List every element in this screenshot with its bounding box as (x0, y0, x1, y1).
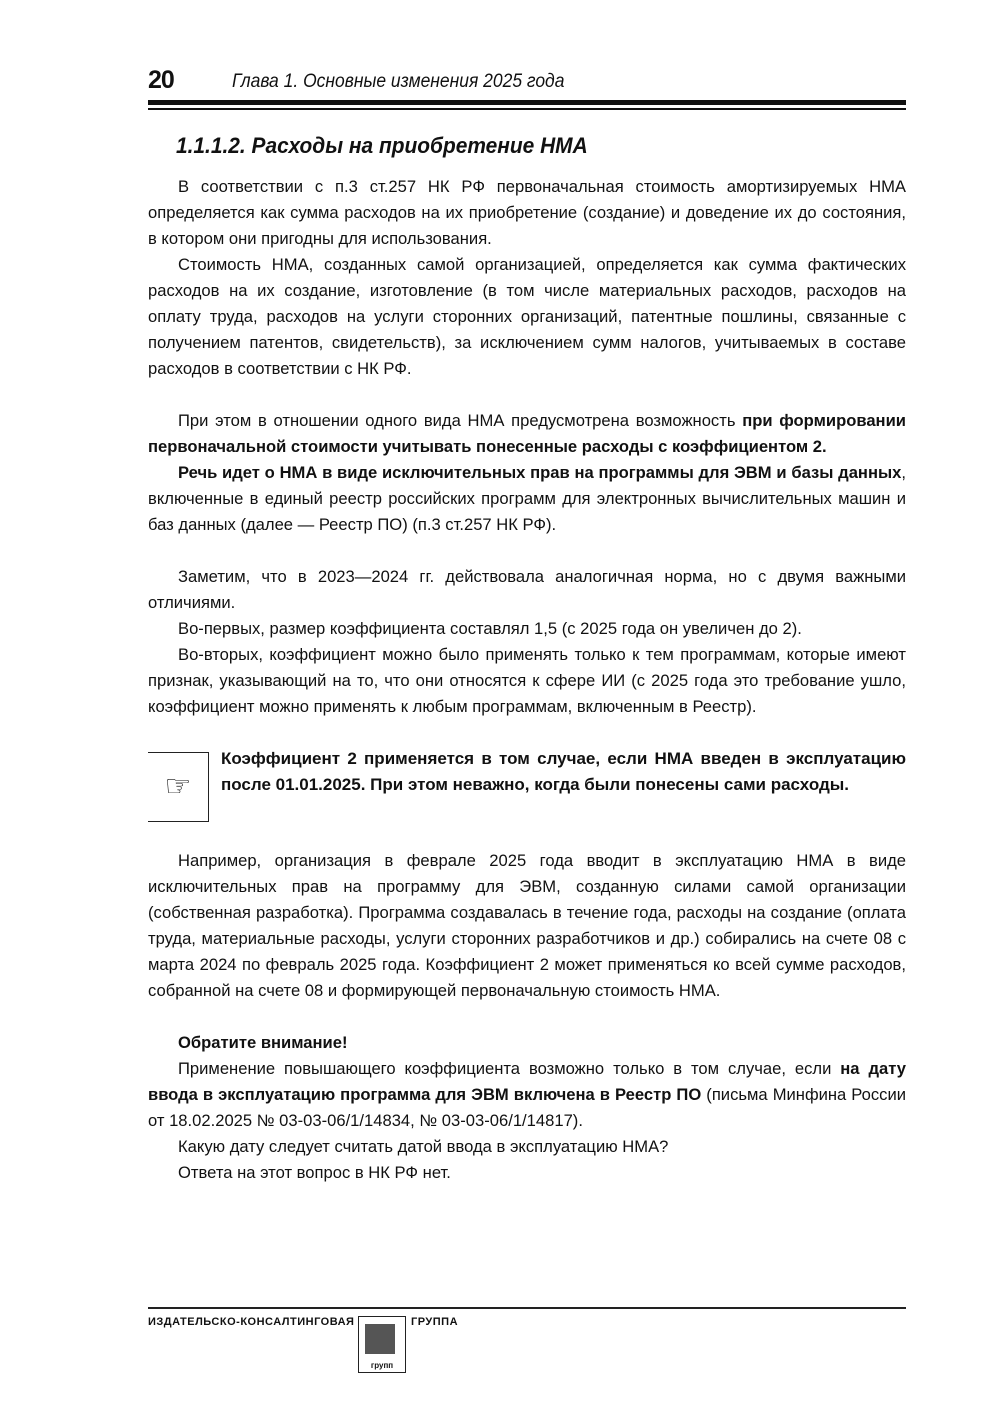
text-run: Применение повышающего коэффициента возможно только в том случае, если (178, 1059, 841, 1078)
section-title: 1.1.1.2. Расходы на приобретение НМА (176, 133, 588, 158)
paragraph (148, 848, 906, 1004)
paragraph-group-1 (148, 174, 906, 720)
publisher-left: ИЗДАТЕЛЬСКО-КОНСАЛТИНГОВАЯ (148, 1316, 355, 1328)
text-run: (письма Минфина России от 18.02.2025 № 03-03-06/1/14834, № 03-03-06/1/14817). (148, 1085, 906, 1130)
note-text: Коэффициент 2 применяется в том случае, если НМА введен в эксплуатацию после 01.01.2025. При этом неважно, когда были понесены сами расходы. (221, 749, 906, 794)
header-rule (148, 100, 906, 105)
text-run: , включенные в единый реестр российских программ для электронных вычислительных машин и баз данных (далее — Реестр ПО) (п.3 ст.257 НК РФ). (148, 463, 906, 534)
body-text (148, 174, 906, 1186)
paragraph (148, 174, 906, 252)
header-rule-thin (148, 108, 906, 110)
logo-text: групп (370, 1361, 394, 1370)
bold-text: при формировании первоначальной стоимости учитывать понесенные расходы с коэффициентом 2. (148, 411, 906, 456)
text-run: В соответствии с п.3 ст.257 НК РФ первоначальная стоимость амортизируемых НМА определяется как сумма расходов на их приобретение (создание) и доведение их до состояния, в котором они пригодны для использования. (148, 177, 906, 248)
paragraph (148, 564, 906, 616)
paragraph-group-2 (148, 848, 906, 1186)
text-run: Ответа на этот вопрос в НК РФ нет. (178, 1163, 451, 1182)
bold-text: Речь идет о НМА в виде исключительных прав на программы для ЭВМ и базы данных (178, 463, 902, 482)
text-run: Какую дату следует считать датой ввода в эксплуатацию НМА? (178, 1137, 669, 1156)
paragraph (148, 642, 906, 720)
text-run: Во-вторых, коэффициент можно было применять только к тем программам, которые имеют признак, указывающий на то, что они относятся к сфере ИИ (с 2025 года это требование ушло, коэффициент можно применять к любым программам, включенным в Реестр). (148, 645, 906, 716)
note-box (148, 746, 906, 822)
text-run: Стоимость НМА, созданных самой организацией, определяется как сумма фактических расходов на их создание, изготовление (в том числе материальных расходов, расходов на оплату труда, расходов на услуги сторонних организаций, патентные пошлины, связанные с получением патентов, свидетельств), за исключением сумм налогов, учитываемых в составе расходов в соответствии с НК РФ. (148, 255, 906, 378)
text-run: При этом в отношении одного вида НМА предусмотрена возможность (178, 411, 743, 430)
pointing-hand-icon: ☞ (148, 752, 209, 822)
publisher-logo (358, 1316, 406, 1373)
paragraph (148, 252, 906, 382)
text-run: Например, организация в феврале 2025 года вводит в эксплуатацию НМА в виде исключительных прав на программу для ЭВМ, созданную силами самой организации (собственная разработка). Программа создавалась в течение года, расходы на создание (оплата труда, материальные расходы, услуги сторонних разработчиков и др.) собирались на счете 08 с марта 2024 по февраль 2025 года. Коэффициент 2 может применяться ко всей сумме расходов, собранной на счете 08 и формирующей первоначальную стоимость НМА. (148, 851, 906, 1000)
paragraph (148, 616, 906, 642)
page-footer (148, 1307, 906, 1370)
footer-rule (148, 1307, 906, 1309)
bold-text: на дату ввода в эксплуатацию программа для ЭВМ включена в Реестр ПО (148, 1059, 906, 1104)
paragraph (148, 1160, 906, 1186)
bold-text: Обратите внимание! (178, 1033, 348, 1052)
paragraph (148, 460, 906, 538)
publisher-right: ГРУППА (411, 1316, 459, 1328)
paragraph (148, 1056, 906, 1134)
page-number: 20 (148, 66, 174, 94)
text-run: Заметим, что в 2023—2024 гг. действовала аналогичная норма, но с двумя важными отличиями. (148, 567, 906, 612)
paragraph (148, 1030, 906, 1056)
paragraph (148, 1134, 906, 1160)
chapter-title: Глава 1. Основные изменения 2025 года (232, 71, 565, 92)
paragraph (148, 408, 906, 460)
text-run: Во-первых, размер коэффициента составлял 1,5 (с 2025 года он увеличен до 2). (178, 619, 802, 638)
